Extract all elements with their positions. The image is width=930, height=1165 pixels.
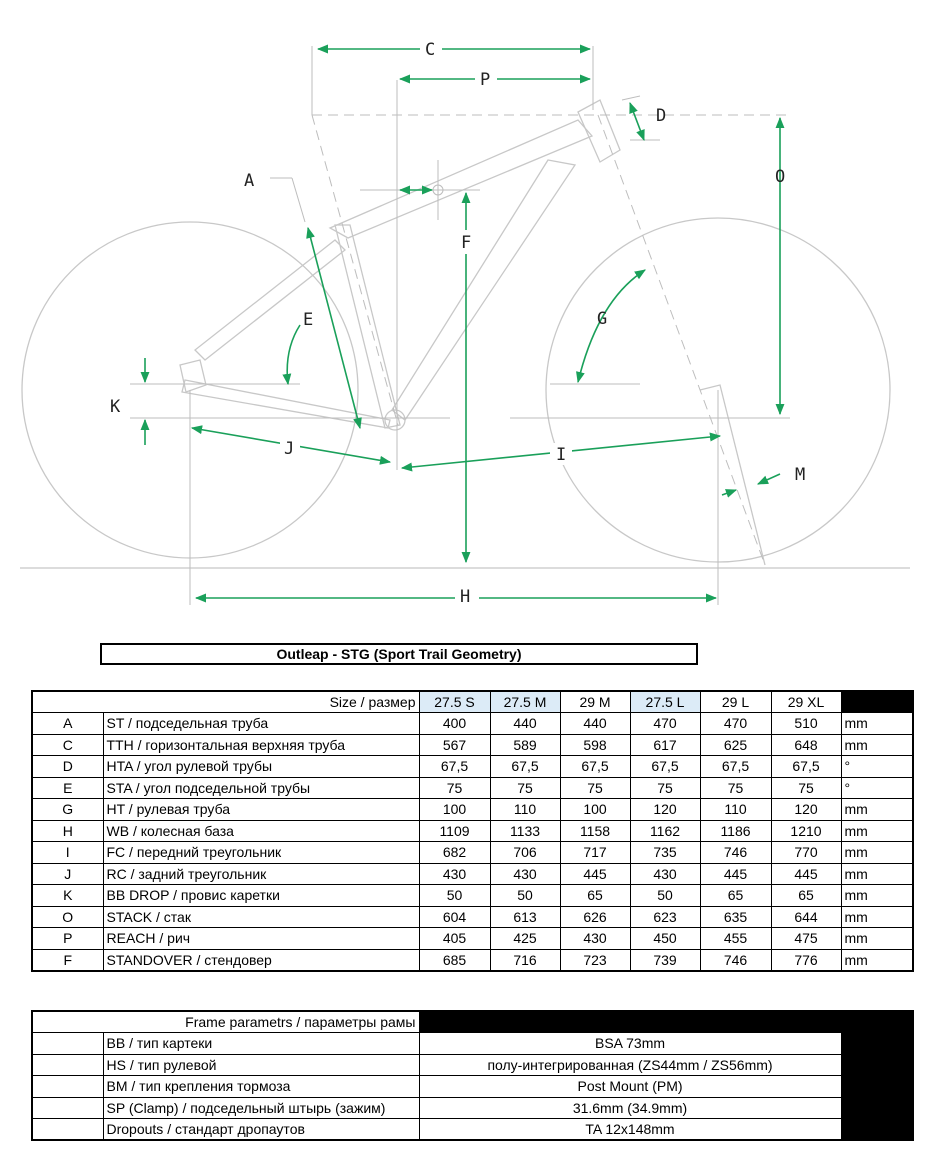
label-j: J — [284, 439, 295, 459]
table-row — [32, 756, 913, 778]
frame-param-name: SP (Clamp) / подседельный штырь (зажим) — [103, 1097, 419, 1119]
row-code: C — [32, 734, 103, 756]
row-value: 430 — [490, 863, 560, 885]
row-value: 67,5 — [771, 756, 841, 778]
row-code: G — [32, 799, 103, 821]
row-value: 67,5 — [490, 756, 560, 778]
arrow-d — [630, 103, 644, 140]
row-unit: mm — [841, 949, 913, 971]
size-header: 27.5 M — [490, 691, 560, 713]
row-value: 50 — [630, 885, 700, 907]
size-header: 29 XL — [771, 691, 841, 713]
row-value: 470 — [630, 713, 700, 735]
row-value: 1186 — [700, 820, 771, 842]
frame-param-value: 31.6mm (34.9mm) — [419, 1097, 841, 1119]
table-row — [32, 949, 913, 971]
table-row — [32, 713, 913, 735]
row-unit: ° — [841, 756, 913, 778]
row-value: 1210 — [771, 820, 841, 842]
row-value: 475 — [771, 928, 841, 950]
frame-row-spacer — [32, 1097, 103, 1119]
label-d: D — [656, 106, 667, 126]
label-p: P — [480, 70, 491, 90]
row-code: F — [32, 949, 103, 971]
row-unit: mm — [841, 820, 913, 842]
table-row — [32, 1119, 913, 1141]
row-unit: mm — [841, 734, 913, 756]
frame-header-row — [32, 1011, 913, 1033]
row-value: 450 — [630, 928, 700, 950]
row-value: 1133 — [490, 820, 560, 842]
frame-row-filler — [841, 1054, 913, 1076]
row-name: TTH / горизонтальная верхняя труба — [103, 734, 419, 756]
row-value: 626 — [560, 906, 630, 928]
label-h: H — [460, 587, 471, 607]
row-value: 770 — [771, 842, 841, 864]
label-i: I — [556, 445, 567, 465]
row-value: 67,5 — [419, 756, 490, 778]
frame-param-name: HS / тип рулевой — [103, 1054, 419, 1076]
row-value: 735 — [630, 842, 700, 864]
frame-header-spacer — [32, 1011, 103, 1033]
geometry-header-row — [32, 691, 913, 713]
table-row — [32, 820, 913, 842]
row-value: 1158 — [560, 820, 630, 842]
frame-param-name: BB / тип картеки — [103, 1033, 419, 1055]
row-value: 723 — [560, 949, 630, 971]
construction-lines — [130, 46, 790, 605]
row-value: 589 — [490, 734, 560, 756]
row-value: 510 — [771, 713, 841, 735]
row-value: 746 — [700, 842, 771, 864]
row-value: 644 — [771, 906, 841, 928]
row-value: 682 — [419, 842, 490, 864]
row-value: 739 — [630, 949, 700, 971]
row-code: K — [32, 885, 103, 907]
row-value: 445 — [771, 863, 841, 885]
row-value: 613 — [490, 906, 560, 928]
row-name: STA / угол подседельной трубы — [103, 777, 419, 799]
row-unit: mm — [841, 863, 913, 885]
row-value: 470 — [700, 713, 771, 735]
arrow-m-right — [758, 474, 780, 484]
frame-row-filler — [841, 1119, 913, 1141]
label-c: C — [425, 40, 436, 60]
arrow-g — [578, 270, 645, 382]
row-value: 50 — [490, 885, 560, 907]
label-e: E — [303, 310, 314, 330]
row-value: 120 — [630, 799, 700, 821]
table-row — [32, 1097, 913, 1119]
row-value: 75 — [700, 777, 771, 799]
label-f: F — [461, 233, 472, 253]
row-name: ST / подседельная труба — [103, 713, 419, 735]
table-row — [32, 885, 913, 907]
row-value: 604 — [419, 906, 490, 928]
row-unit: mm — [841, 842, 913, 864]
row-value: 75 — [630, 777, 700, 799]
table-row — [32, 777, 913, 799]
row-unit: mm — [841, 885, 913, 907]
frame-row-filler — [841, 1076, 913, 1098]
top-tube — [330, 120, 592, 238]
row-unit: mm — [841, 799, 913, 821]
label-k: K — [110, 397, 121, 417]
row-unit: ° — [841, 777, 913, 799]
row-value: 65 — [771, 885, 841, 907]
frame-header: Frame parametrs / параметры рамы — [103, 1011, 419, 1033]
table-row — [32, 1033, 913, 1055]
row-name: STACK / стак — [103, 906, 419, 928]
row-value: 440 — [560, 713, 630, 735]
head-tube — [578, 100, 620, 162]
row-value: 405 — [419, 928, 490, 950]
frame-row-filler — [841, 1097, 913, 1119]
row-value: 717 — [560, 842, 630, 864]
row-unit: mm — [841, 928, 913, 950]
row-value: 75 — [490, 777, 560, 799]
row-value: 1109 — [419, 820, 490, 842]
row-value: 430 — [630, 863, 700, 885]
table-row — [32, 842, 913, 864]
frame-row-spacer — [32, 1033, 103, 1055]
row-value: 567 — [419, 734, 490, 756]
label-g: G — [597, 309, 608, 329]
row-code: O — [32, 906, 103, 928]
dimension-labels — [110, 40, 805, 607]
frame-param-value: BSA 73mm — [419, 1033, 841, 1055]
row-value: 455 — [700, 928, 771, 950]
row-value: 120 — [771, 799, 841, 821]
size-header: 29 M — [560, 691, 630, 713]
row-code: A — [32, 713, 103, 735]
row-code: J — [32, 863, 103, 885]
row-name: BB DROP / провис каретки — [103, 885, 419, 907]
row-value: 623 — [630, 906, 700, 928]
table-row — [32, 928, 913, 950]
header-filler — [841, 691, 913, 713]
size-label: Size / размер — [32, 691, 419, 713]
frame-row-filler — [841, 1033, 913, 1055]
row-value: 430 — [560, 928, 630, 950]
row-value: 617 — [630, 734, 700, 756]
frame-row-spacer — [32, 1076, 103, 1098]
row-code: H — [32, 820, 103, 842]
row-value: 67,5 — [700, 756, 771, 778]
row-unit: mm — [841, 906, 913, 928]
row-value: 625 — [700, 734, 771, 756]
row-value: 648 — [771, 734, 841, 756]
row-value: 425 — [490, 928, 560, 950]
row-value: 75 — [419, 777, 490, 799]
dimension-arrows — [145, 49, 780, 598]
row-name: HTA / угол рулевой трубы — [103, 756, 419, 778]
row-name: FC / передний треугольник — [103, 842, 419, 864]
rear-dropout — [180, 360, 206, 392]
seat-stay — [195, 240, 345, 360]
frame-header-filler — [419, 1011, 913, 1033]
row-value: 1162 — [630, 820, 700, 842]
row-value: 65 — [560, 885, 630, 907]
table-row — [32, 1054, 913, 1076]
frame-row-spacer — [32, 1054, 103, 1076]
frame-row-spacer — [32, 1119, 103, 1141]
row-value: 716 — [490, 949, 560, 971]
down-tube — [392, 160, 575, 420]
row-value: 685 — [419, 949, 490, 971]
frame-param-name: BM / тип крепления тормоза — [103, 1076, 419, 1098]
frame-param-name: Dropouts / стандарт дропаутов — [103, 1119, 419, 1141]
row-value: 440 — [490, 713, 560, 735]
label-a: A — [244, 171, 255, 191]
row-value: 635 — [700, 906, 771, 928]
row-value: 110 — [490, 799, 560, 821]
table-row — [32, 799, 913, 821]
row-value: 110 — [700, 799, 771, 821]
row-value: 75 — [560, 777, 630, 799]
row-value: 50 — [419, 885, 490, 907]
frame-param-value: Post Mount (PM) — [419, 1076, 841, 1098]
row-value: 598 — [560, 734, 630, 756]
table-row — [32, 1076, 913, 1098]
row-value: 776 — [771, 949, 841, 971]
row-value: 400 — [419, 713, 490, 735]
geometry-title: Outleap - STG (Sport Trail Geometry) — [100, 643, 698, 665]
row-code: E — [32, 777, 103, 799]
frame-param-value: TA 12x148mm — [419, 1119, 841, 1141]
frame-param-value: полу-интегрированная (ZS44mm / ZS56mm) — [419, 1054, 841, 1076]
row-value: 445 — [700, 863, 771, 885]
row-code: D — [32, 756, 103, 778]
row-value: 445 — [560, 863, 630, 885]
row-value: 65 — [700, 885, 771, 907]
row-value: 100 — [419, 799, 490, 821]
frame-parameters-table — [31, 1010, 914, 1141]
table-row — [32, 734, 913, 756]
row-value: 67,5 — [560, 756, 630, 778]
arrow-m-left — [722, 490, 736, 495]
geometry-table — [31, 690, 914, 972]
label-o: O — [775, 167, 786, 187]
label-m: M — [795, 465, 806, 485]
row-name: RC / задний треугольник — [103, 863, 419, 885]
table-row — [32, 863, 913, 885]
row-value: 746 — [700, 949, 771, 971]
size-header: 29 L — [700, 691, 771, 713]
table-row — [32, 906, 913, 928]
row-value: 430 — [419, 863, 490, 885]
row-code: P — [32, 928, 103, 950]
row-value: 100 — [560, 799, 630, 821]
row-value: 75 — [771, 777, 841, 799]
row-value: 67,5 — [630, 756, 700, 778]
size-header: 27.5 L — [630, 691, 700, 713]
row-code: I — [32, 842, 103, 864]
row-value: 706 — [490, 842, 560, 864]
row-name: REACH / рич — [103, 928, 419, 950]
row-unit: mm — [841, 713, 913, 735]
arrow-e — [287, 325, 300, 384]
row-name: WB / колесная база — [103, 820, 419, 842]
row-name: HT / рулевая труба — [103, 799, 419, 821]
size-header: 27.5 S — [419, 691, 490, 713]
row-name: STANDOVER / стендовер — [103, 949, 419, 971]
